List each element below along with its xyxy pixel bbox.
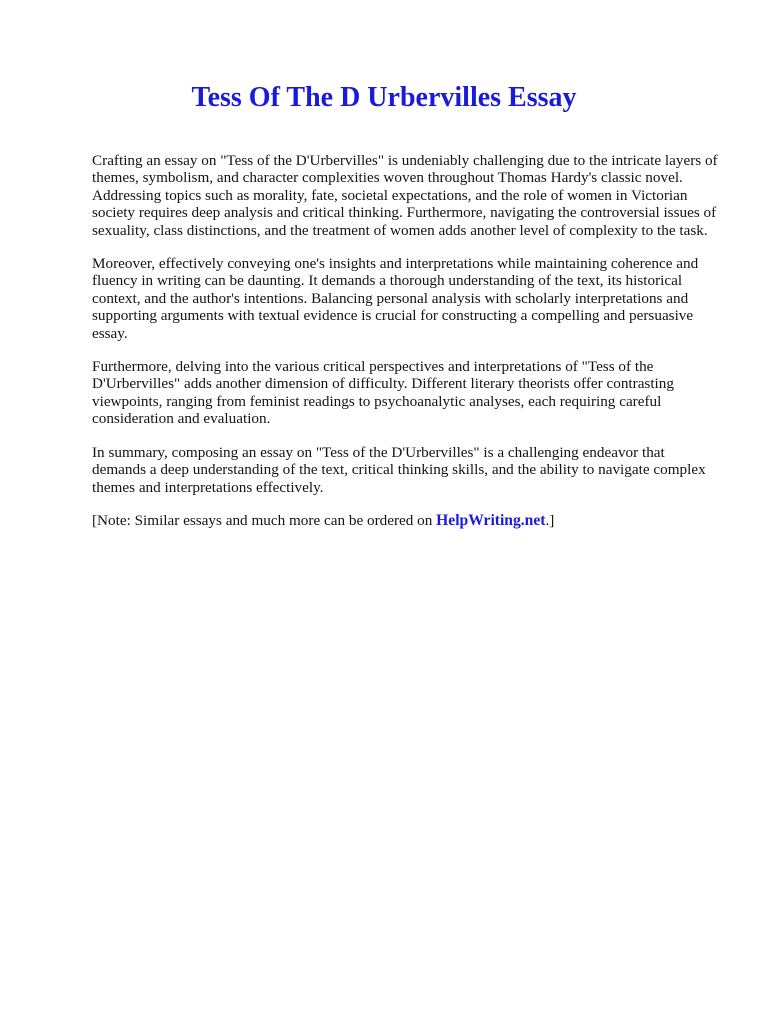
note-paragraph: [92, 512, 718, 529]
paragraph-1: Crafting an essay on "Tess of the D'Urbervilles" is undeniably challenging due to the intricate layers of themes, symbolism, and character complexities woven throughout Thomas Hardy's classic novel. Addressing topics such as morality, fate, societal expectations, and the role of women in Victorian society requires deep analysis and critical thinking. Furthermore, navigating the controversial issues of sexuality, class distinctions, and the treatment of women adds another level of complexity to the task.: [92, 152, 718, 239]
paragraph-2: Moreover, effectively conveying one's insights and interpretations while maintaining coherence and fluency in writing can be daunting. It demands a thorough understanding of the text, its historical context, and the author's intentions. Balancing personal analysis with scholarly interpretations and supporting arguments with textual evidence is crucial for constructing a compelling and persuasive essay.: [92, 255, 699, 342]
helpwriting-link[interactable]: HelpWriting.net: [436, 511, 546, 529]
paragraph-3: Furthermore, delving into the various critical perspectives and interpretations of "Tess of the D'Urbervilles" adds another dimension of difficulty. Different literary theorists offer contrasting viewpoints, ranging from feminist readings to psychoanalytic analyses, each requiring careful consideration and evaluation.: [92, 358, 674, 428]
note-suffix: .]: [545, 511, 555, 529]
page-title: Tess Of The D Urbervilles Essay: [191, 82, 577, 113]
note-prefix: [Note: Similar essays and much more can be ordered on: [92, 511, 437, 529]
paragraph-4: In summary, composing an essay on "Tess of the D'Urbervilles" is a challenging endeavor that demands a deep understanding of the text, critical thinking skills, and the ability to navigate complex themes and interpretations effectively.: [92, 443, 706, 496]
